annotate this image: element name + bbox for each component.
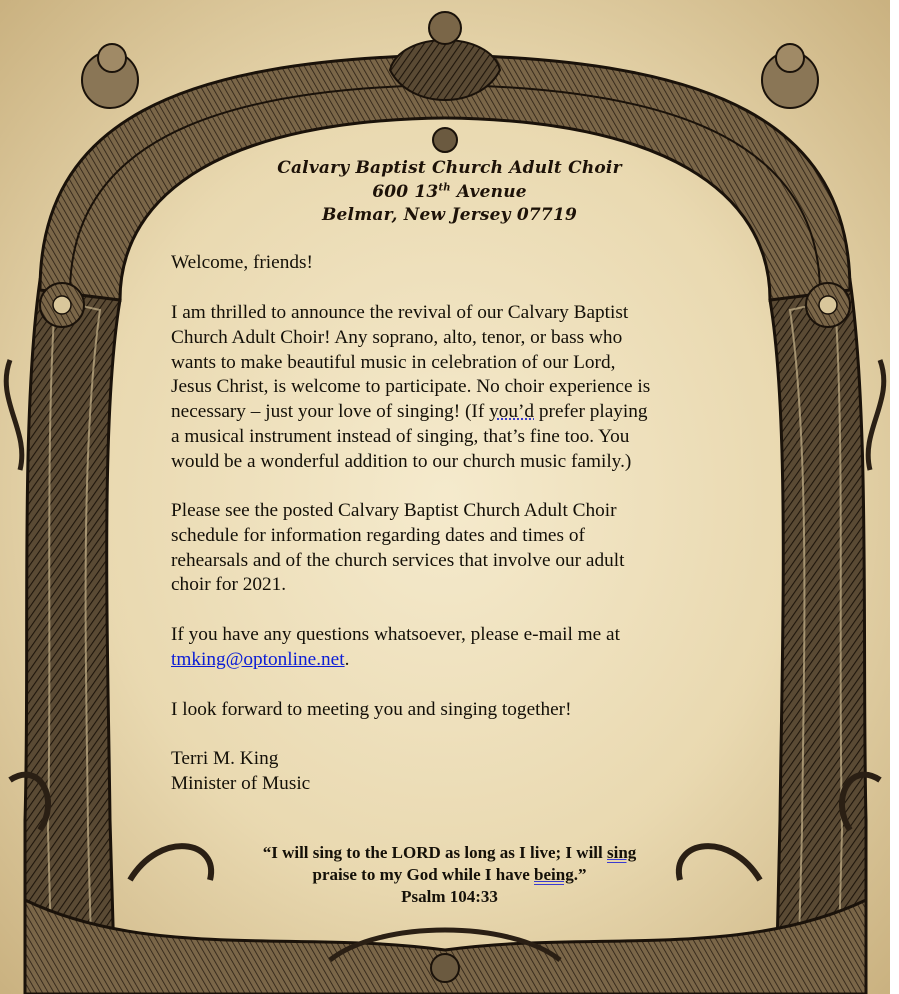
line-segment: necessary – just your love of singing! (If [171, 401, 490, 423]
paragraph-line: wants to make beautiful music in celebration of our Lord, [171, 351, 616, 373]
paragraph-line: Please see the posted Calvary Baptist Church Adult Choir [171, 500, 617, 521]
paragraph-line: Jesus Christ, is welcome to participate. No choir experience is [171, 376, 651, 398]
paragraph-line: schedule for information regarding dates and times of [171, 524, 585, 546]
scripture-quote-line-1 [0, 843, 890, 863]
address-suffix: th [438, 182, 451, 194]
city-line: Belmar, New Jersey 07719 [321, 205, 578, 225]
quote-segment: .” [573, 865, 587, 884]
paragraph-line: I am thrilled to announce the revival of our Calvary Baptist [171, 302, 629, 323]
line-segment: prefer playing [534, 401, 648, 423]
scripture-citation: Psalm 104:33 [401, 887, 498, 906]
signer-title: Minister of Music [171, 772, 311, 794]
address-street: Avenue [450, 182, 527, 202]
spellcheck-word: you’d [489, 401, 535, 423]
grammar-flag-word: sing [607, 843, 637, 862]
scripture-quote-line-2 [0, 865, 890, 885]
signature-block [171, 747, 731, 797]
email-period: . [344, 648, 350, 670]
paragraph-schedule [171, 499, 731, 598]
quote-segment: “I will sing to the LORD as long as I live; I will [262, 843, 607, 862]
paragraph-line: Church Adult Choir! Any soprano, alto, tenor, or bass who [171, 326, 623, 348]
greeting: Welcome, friends! [171, 252, 313, 273]
paragraph-line [171, 400, 731, 425]
paragraph-line [171, 648, 731, 673]
org-name: Calvary Baptist Church Adult Choir [277, 158, 622, 178]
paragraph-line: choir for 2021. [171, 574, 287, 596]
paragraph-line: a musical instrument instead of singing, that’s fine too. You [171, 425, 630, 447]
grammar-flag-word: being [534, 865, 574, 884]
paragraph-line: If you have any questions whatsoever, please e-mail me at [171, 624, 620, 645]
quote-segment: praise to my God while I have [312, 865, 535, 884]
paragraph-line: rehearsals and of the church services that involve our adult [171, 549, 625, 571]
email-link[interactable]: tmking@optonline.net [171, 648, 345, 670]
paragraph-contact [171, 623, 731, 673]
address-line [0, 182, 890, 202]
address-number: 600 13 [372, 182, 439, 202]
paragraph-line: would be a wonderful addition to our church music family.) [171, 450, 632, 472]
signer-name: Terri M. King [171, 748, 279, 769]
paragraph-announcement [171, 301, 731, 475]
closing-line: I look forward to meeting you and singing together! [171, 699, 572, 720]
